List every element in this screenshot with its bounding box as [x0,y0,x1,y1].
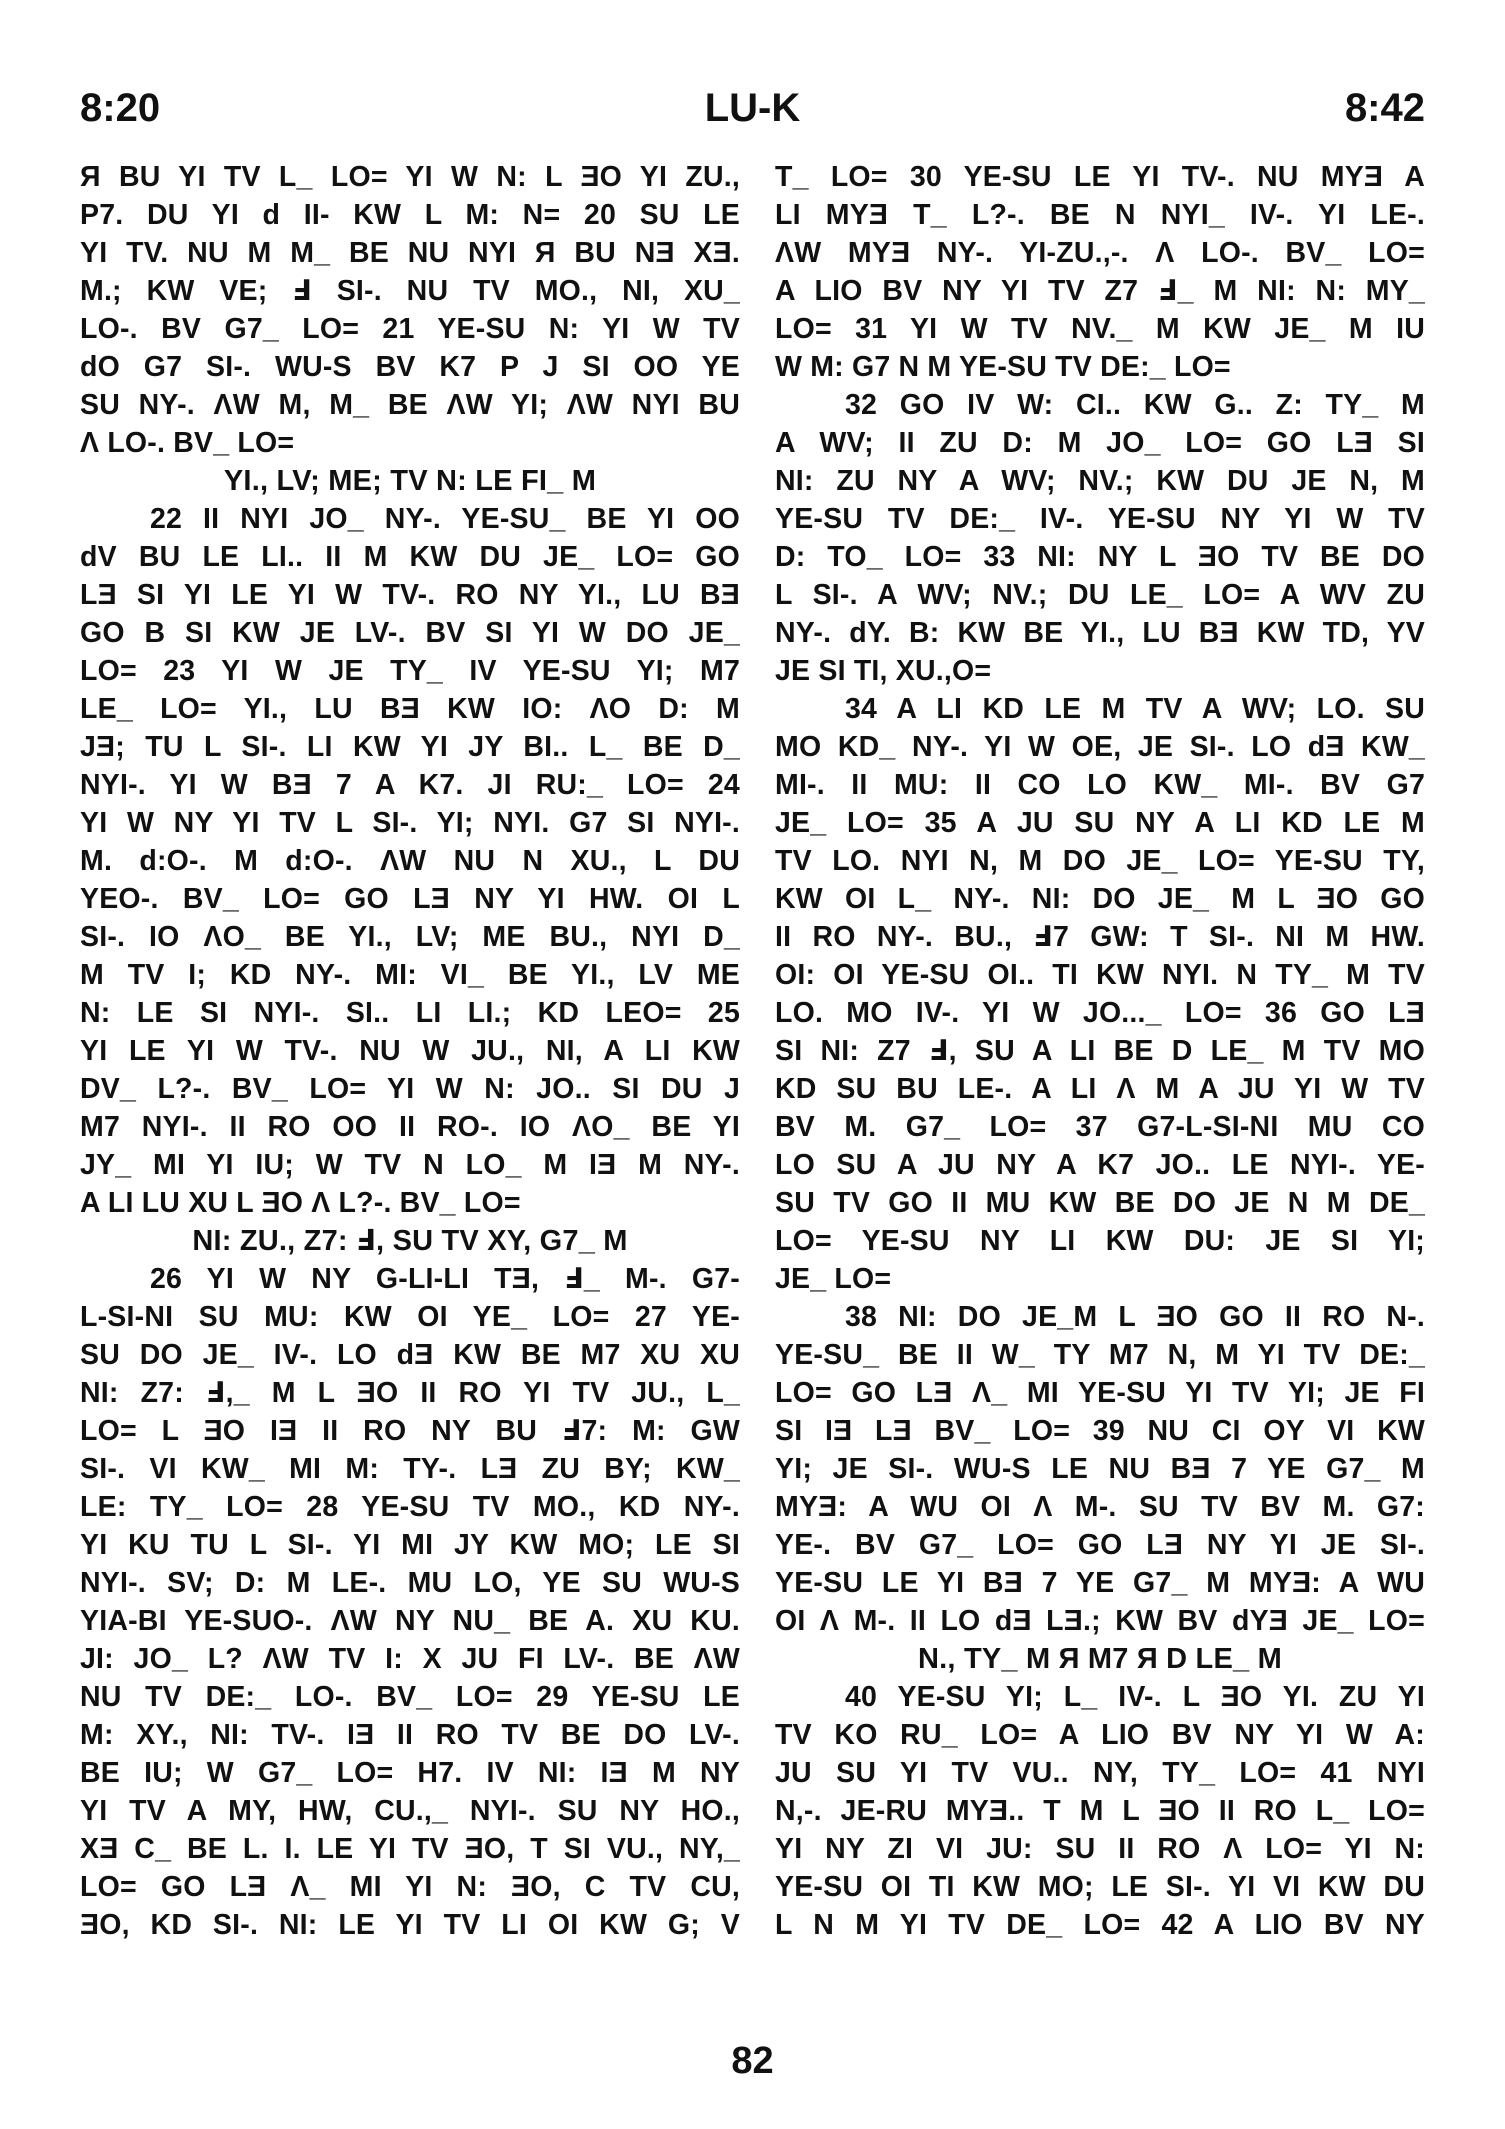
text-line: YE-SU LE YI BƎ 7 YE G7_ M MYƎ: A WU [775,1567,1425,1599]
running-head [80,80,1425,136]
text-line: LO= GO LƎ Λ_ MI YE-SU YI TV YI; JE FI [775,1377,1425,1409]
text-line: 38 NI: DO JE_M L ƎO GO II RO N-. [845,1301,1425,1333]
text-line: N,-. JE-RU MYƎ.. T M L ƎO II RO L_ LO= [775,1795,1425,1827]
text-line: YE-SU OI TI KW MO; LE SI-. YI VI KW DU [775,1871,1425,1903]
text-line: SU TV GO II MU KW BE DO JE N M DE_ [775,1187,1425,1219]
text-line: Я BU YI TV L_ LO= YI W N: L ƎO YI ZU., [80,161,740,193]
text-line: XƎ C_ BE L. I. LE YI TV ƎO, T SI VU., NY,_ [80,1833,740,1865]
text-line: SI IƎ LƎ BV_ LO= 39 NU CI OY VI KW [775,1415,1425,1447]
text-line: TV LO. NYI N, M DO JE_ LO= YE-SU TY, [775,845,1425,877]
text-line: SI-. IO ΛO_ BE YI., LV; ME BU., NYI D_ [80,921,740,953]
text-line: BV M. G7_ LO= 37 G7-L-SI-NI MU CO [775,1111,1425,1143]
page-number: 82 [731,2040,774,2082]
text-line: LO= 23 YI W JE TY_ IV YE-SU YI; M7 [80,655,740,687]
text-line: NYI-. SV; D: M LE-. MU LO, YE SU WU-S [80,1567,740,1599]
text-line: JY_ MI YI IU; W TV N LO_ M IƎ M NY-. [80,1149,740,1181]
text-line: YI KU TU L SI-. YI MI JY KW MO; LE SI [80,1529,740,1561]
text-line: SU NY-. ΛW M, M_ BE ΛW YI; ΛW NYI BU [80,389,740,421]
text-line: KW OI L_ NY-. NI: DO JE_ M L ƎO GO [775,883,1425,915]
text-line: DV_ L?-. BV_ LO= YI W N: JO.. SI DU J [80,1073,740,1105]
text-line: ΛW MYƎ NY-. YI-ZU.,-. Λ LO-. BV_ LO= [775,237,1425,269]
text-line: YI TV A MY, HW, CU.,_ NYI-. SU NY HO., [80,1795,740,1827]
verse-range-start: 8:20 [80,86,161,130]
text-line: GO B SI KW JE LV-. BV SI YI W DO JE_ [80,617,740,649]
text-line: YI W NY YI TV L SI-. YI; NYI. G7 SI NYI-. [80,807,740,839]
text-line: YIA-BI YE-SUO-. ΛW NY NU_ BE A. XU KU. [80,1605,740,1637]
text-line: A LIO BV NY YI TV Z7 Ⅎ_ M NI: N: MY_ [775,275,1425,307]
section-heading: YI., LV; ME; TV N: LE FI_ M [223,465,597,497]
text-line: YE-. BV G7_ LO= GO LƎ NY YI JE SI-. [775,1529,1425,1561]
text-line: YE-SU_ BE II W_ TY M7 N, M YI TV DE:_ [775,1339,1425,1371]
text-line: L-SI-NI SU MU: KW OI YE_ LO= 27 YE- [80,1301,740,1333]
text-line: II RO NY-. BU., Ⅎ7 GW: T SI-. NI M HW. [775,921,1425,953]
text-line: M TV I; KD NY-. MI: VI_ BE YI., LV ME [80,959,740,991]
section-heading: NI: ZU., Z7: Ⅎ, SU TV XY, G7_ M [192,1225,628,1257]
right-column [775,158,1425,1944]
text-line: LE: TY_ LO= 28 YE-SU TV MO., KD NY-. [80,1491,740,1523]
text-line: dV BU LE LI.. II M KW DU JE_ LO= GO [80,541,740,573]
text-line: L SI-. A WV; NV.; DU LE_ LO= A WV ZU [775,579,1425,611]
text-line: YI NY ZI VI JU: SU II RO Λ LO= YI N: [775,1833,1425,1865]
text-line: NU TV DE:_ LO-. BV_ LO= 29 YE-SU LE [80,1681,740,1713]
text-line: JE SI TI, XU.,O= [775,655,992,687]
text-line: OI: OI YE-SU OI.. TI KW NYI. N TY_ M TV [775,959,1425,991]
text-line: BE IU; W G7_ LO= H7. IV NI: IƎ M NY [80,1757,740,1789]
text-line: D: TO_ LO= 33 NI: NY L ƎO TV BE DO [775,541,1425,573]
text-line: JE_ LO= 35 A JU SU NY A LI KD LE M [775,807,1425,839]
text-line: W M: G7 N M YE-SU TV DE:_ LO= [775,351,1231,383]
text-line: LO= GO LƎ Λ_ MI YI N: ƎO, C TV CU, [80,1871,740,1903]
text-line: JƎ; TU L SI-. LI KW YI JY BI.. L_ BE D_ [80,731,740,763]
text-line: LO= YE-SU NY LI KW DU: JE SI YI; [775,1225,1425,1257]
text-line: T_ LO= 30 YE-SU LE YI TV-. NU MYƎ A [775,161,1425,193]
text-line: LI MYƎ T_ L?-. BE N NYI_ IV-. YI LE-. [775,199,1425,231]
text-line: JE_ LO= [775,1263,892,1295]
text-line: MI-. II MU: II CO LO KW_ MI-. BV G7 [775,769,1425,801]
text-line: OI Λ M-. II LO dƎ LƎ.; KW BV dYƎ JE_ LO= [775,1605,1425,1637]
book-title: LU-K [704,86,801,130]
text-line: LO SU A JU NY A K7 JO.. LE NYI-. YE- [775,1149,1425,1181]
text-line: SI-. VI KW_ MI M: TY-. LƎ ZU BY; KW_ [80,1453,740,1485]
text-line: N: LE SI NYI-. SI.. LI LI.; KD LEO= 25 [80,997,740,1029]
text-line: JI: JO_ L? ΛW TV I: X JU FI LV-. BE ΛW [80,1643,740,1675]
left-column [80,158,740,1944]
text-line: 22 II NYI JO_ NY-. YE-SU_ BE YI OO [150,503,740,535]
text-line: TV KO RU_ LO= A LIO BV NY YI W A: [775,1719,1425,1751]
text-line: M7 NYI-. II RO OO II RO-. IO ΛO_ BE YI [80,1111,740,1143]
text-line: L N M YI TV DE_ LO= 42 A LIO BV NY [775,1909,1425,1941]
text-line: MYƎ: A WU OI Λ M-. SU TV BV M. G7: [775,1491,1425,1523]
text-line: M: XY., NI: TV-. IƎ II RO TV BE DO LV-. [80,1719,740,1751]
text-line: NY-. dY. B: KW BE YI., LU BƎ KW TD, YV [775,617,1425,649]
text-line: NI: ZU NY A WV; NV.; KW DU JE N, M [775,465,1425,497]
text-line: P7. DU YI d II- KW L M: N= 20 SU LE [80,199,740,231]
text-line: dO G7 SI-. WU-S BV K7 P J SI OO YE [80,351,740,383]
text-line: ƎO, KD SI-. NI: LE YI TV LI OI KW G; V [80,1909,740,1941]
text-line: YEO-. BV_ LO= GO LƎ NY YI HW. OI L [80,883,740,915]
text-line: NI: Z7: Ⅎ,_ M L ƎO II RO YI TV JU., L_ [80,1377,740,1409]
verse-range-end: 8:42 [1344,86,1425,130]
text-line: YI; JE SI-. WU-S LE NU BƎ 7 YE G7_ M [775,1453,1425,1485]
text-line: 26 YI W NY G-LI-LI TƎ, Ⅎ_ M-. G7- [150,1263,740,1295]
text-line: MO KD_ NY-. YI W OE, JE SI-. LO dƎ KW_ [775,731,1425,763]
text-line: A WV; II ZU D: M JO_ LO= GO LƎ SI [775,427,1425,459]
text-line: SI NI: Z7 Ⅎ, SU A LI BE D LE_ M TV MO [775,1035,1425,1067]
text-line: JU SU YI TV VU.. NY, TY_ LO= 41 NYI [775,1757,1425,1789]
text-line: YI TV. NU M M_ BE NU NYI Я BU NƎ XƎ. [80,237,740,269]
section-heading: N., TY_ M Я M7 Я D LE_ M [918,1643,1282,1675]
text-line: LO= L ƎO IƎ II RO NY BU Ⅎ7: M: GW [80,1415,740,1447]
text-line: 32 GO IV W: CI.. KW G.. Z: TY_ M [845,389,1425,421]
text-line: LE_ LO= YI., LU BƎ KW IO: ΛO D: M [80,693,740,725]
text-line: A LI LU XU L ƎO Λ L?-. BV_ LO= [80,1187,521,1219]
text-line: YE-SU TV DE:_ IV-. YE-SU NY YI W TV [775,503,1425,535]
text-line: M. d:O-. M d:O-. ΛW NU N XU., L DU [80,845,740,877]
text-line: 40 YE-SU YI; L_ IV-. L ƎO YI. ZU YI [845,1681,1425,1713]
text-line: SU DO JE_ IV-. LO dƎ KW BE M7 XU XU [80,1339,740,1371]
text-line: YI LE YI W TV-. NU W JU., NI, A LI KW [80,1035,740,1067]
text-line: 34 A LI KD LE M TV A WV; LO. SU [845,693,1425,725]
text-line: Λ LO-. BV_ LO= [80,427,295,459]
text-line: LO. MO IV-. YI W JO..._ LO= 36 GO LƎ [775,997,1425,1029]
text-line: M.; KW VE; Ⅎ SI-. NU TV MO., NI, XU_ [80,275,740,307]
text-line: LO-. BV G7_ LO= 21 YE-SU N: YI W TV [80,313,740,345]
text-line: KD SU BU LE-. A LI Λ M A JU YI W TV [775,1073,1425,1105]
text-line: LO= 31 YI W TV NV._ M KW JE_ M IU [775,313,1425,345]
text-line: LƎ SI YI LE YI W TV-. RO NY YI., LU BƎ [80,579,740,611]
text-line: NYI-. YI W BƎ 7 A K7. JI RU:_ LO= 24 [80,769,740,801]
